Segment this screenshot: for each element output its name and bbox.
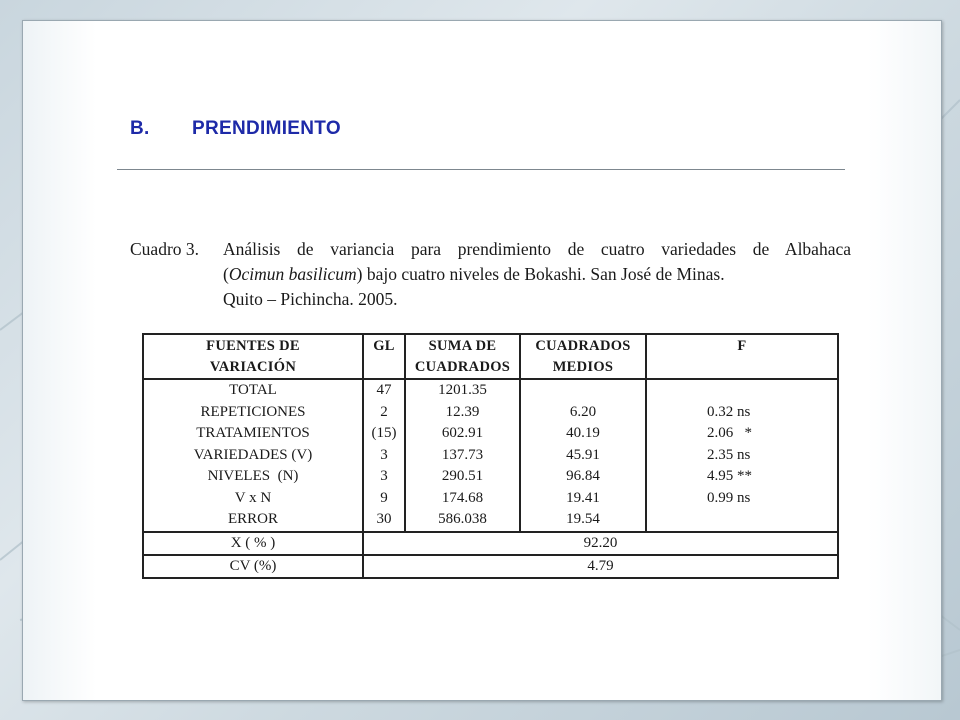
cell-fuente: TRATAMIENTOS: [143, 423, 363, 445]
cell-suma: 174.68: [405, 488, 520, 510]
cell-cm: 19.54: [520, 509, 646, 532]
f-value: 0.99 ns: [707, 489, 751, 506]
caption-line-3: Quito – Pichincha. 2005.: [223, 289, 398, 309]
cv-label: CV (%): [143, 555, 363, 578]
cell-gl: 30: [363, 509, 405, 532]
table-row: [143, 488, 838, 510]
cell-fuente: VARIEDADES (V): [143, 445, 363, 467]
cell-gl: (15): [363, 423, 405, 445]
cell-f: [646, 509, 838, 532]
cell-fuente: V x N: [143, 488, 363, 510]
cell-fuente: TOTAL: [143, 379, 363, 402]
cv-row: [143, 555, 838, 578]
table-row: [143, 379, 838, 402]
caption-line-1: Análisis de variancia para prendimiento de cuatro variedades de Albahaca: [223, 239, 851, 259]
table-row: [143, 423, 838, 445]
cell-suma: 290.51: [405, 466, 520, 488]
header-fuentes-line2: VARIACIÓN: [209, 359, 297, 375]
table-row: [143, 466, 838, 488]
header-suma-line1: SUMA DE: [428, 338, 497, 354]
cell-f: [646, 445, 838, 467]
section-letter: B.: [130, 118, 150, 139]
mean-row: [143, 532, 838, 555]
heading-divider: [117, 169, 845, 170]
table-figure: [117, 230, 855, 592]
header-suma: [405, 334, 520, 379]
header-fuentes: [143, 334, 363, 379]
table-row: [143, 402, 838, 424]
cell-gl: 2: [363, 402, 405, 424]
header-gl-label: GL: [373, 338, 395, 354]
header-gl: [363, 334, 405, 379]
cell-f: [646, 488, 838, 510]
cell-suma: 12.39: [405, 402, 520, 424]
header-f: [646, 334, 838, 379]
anova-table: [142, 333, 839, 579]
cell-cm: 19.41: [520, 488, 646, 510]
cell-suma: 586.038: [405, 509, 520, 532]
f-value: 4.95 **: [707, 468, 752, 484]
caption-line-2: [223, 262, 851, 287]
header-suma-line2: CUADRADOS: [414, 359, 511, 375]
cell-cm: [520, 379, 646, 402]
cell-f: [646, 379, 838, 402]
cell-cm: 40.19: [520, 423, 646, 445]
f-value: 0.32 ns: [707, 403, 751, 420]
header-cm-line1: CUADRADOS: [535, 338, 631, 354]
cell-suma: 137.73: [405, 445, 520, 467]
caption-label: Cuadro 3.: [130, 239, 200, 259]
table-header-row: [143, 334, 838, 379]
cell-f: [646, 423, 838, 445]
cell-cm: 45.91: [520, 445, 646, 467]
cell-fuente: REPETICIONES: [143, 402, 363, 424]
cell-suma: 1201.35: [405, 379, 520, 402]
f-value: 2.35 ns: [707, 446, 751, 463]
cell-cm: 6.20: [520, 402, 646, 424]
cell-gl: 3: [363, 466, 405, 488]
cell-cm: 96.84: [520, 466, 646, 488]
caption-paren: (: [223, 264, 229, 284]
mean-label: X ( % ): [143, 532, 363, 555]
section-heading: [130, 118, 341, 140]
header-cm-line2: MEDIOS: [552, 359, 614, 375]
cell-gl: 9: [363, 488, 405, 510]
header-fuentes-line1: FUENTES DE: [206, 338, 300, 354]
caption-text: [223, 237, 851, 312]
caption-line-2-rest: ) bajo cuatro niveles de Bokashi. San José de Minas.: [356, 264, 725, 284]
cell-f: [646, 402, 838, 424]
cell-fuente: ERROR: [143, 509, 363, 532]
cell-f: [646, 466, 838, 488]
cell-suma: 602.91: [405, 423, 520, 445]
section-title: PRENDIMIENTO: [192, 118, 341, 139]
header-f-label: F: [737, 338, 747, 354]
mean-value: 92.20: [363, 532, 838, 555]
cell-gl: 3: [363, 445, 405, 467]
header-cuadrados-medios: [520, 334, 646, 379]
table-row: [143, 445, 838, 467]
f-value: 2.06 *: [707, 425, 752, 441]
caption-species: Ocimun basilicum: [228, 264, 357, 284]
cell-gl: 47: [363, 379, 405, 402]
cv-value: 4.79: [363, 555, 838, 578]
cell-fuente: NIVELES (N): [143, 466, 363, 488]
table-row: [143, 509, 838, 532]
